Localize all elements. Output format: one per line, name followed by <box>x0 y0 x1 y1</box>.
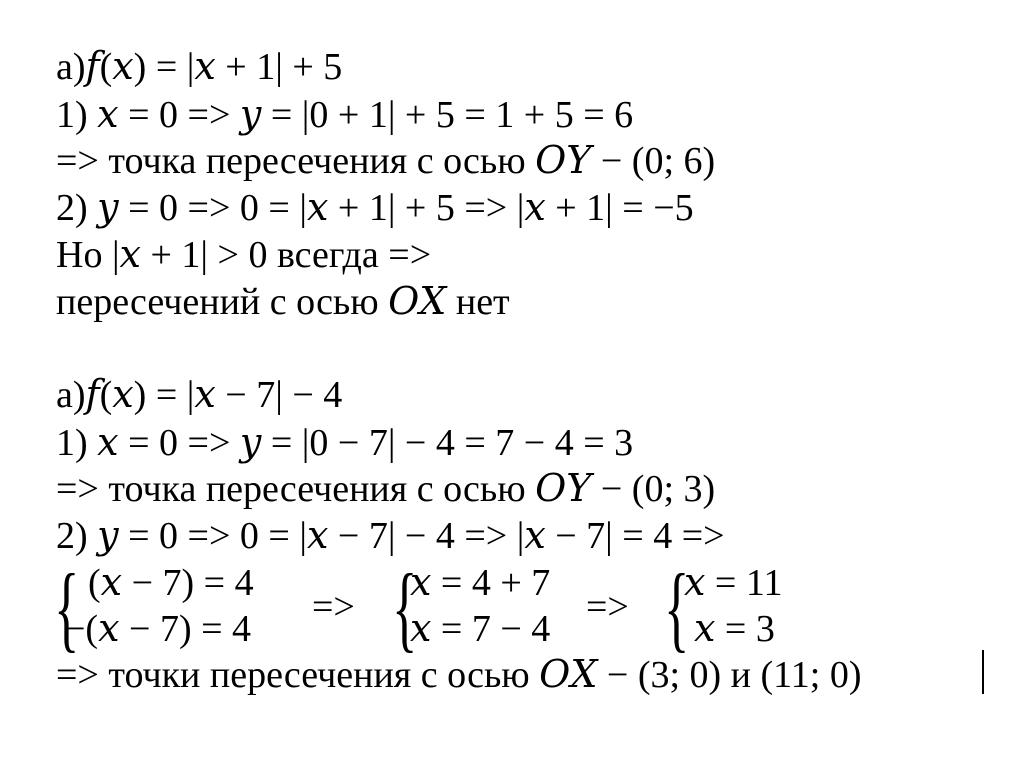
ox-intersection-line: => точки пересечения с осью 𝑂𝑋 − (3; 0) и (11; 0) <box>56 654 862 696</box>
system-1-eq-b: −(𝑥 − 7) = 4 <box>64 608 252 650</box>
system-3-eq-b: 𝑥 = 3 <box>694 608 775 650</box>
note-line: Но |𝑥 + 1| > 0 всегда => <box>56 234 432 276</box>
text-cursor <box>982 650 984 694</box>
system-2-eq-b: 𝑥 = 7 − 4 <box>410 608 551 650</box>
implies-arrow-1: => <box>312 586 355 628</box>
system-2-eq-a: 𝑥 = 4 + 7 <box>410 562 551 604</box>
oy-intersection-line: => точка пересечения с осью 𝑂𝑌 − (0; 6) <box>56 140 716 182</box>
step-2-line: 2) 𝑦 = 0 => 0 = |𝑥 − 7| − 4 => |𝑥 − 7| = 4 => <box>56 515 725 557</box>
oy-intersection-line: => точка пересечения с осью 𝑂𝑌 − (0; 3) <box>56 468 716 510</box>
system-1-eq-a: (𝑥 − 7) = 4 <box>88 562 254 604</box>
ox-intersection-line: пересечений с осью 𝑂𝑋 нет <box>56 281 510 323</box>
step-1-line: 1) 𝑥 = 0 => 𝑦 = |0 − 7| − 4 = 7 − 4 = 3 <box>56 422 634 464</box>
step-1-line: 1) 𝑥 = 0 => 𝑦 = |0 + 1| + 5 = 1 + 5 = 6 <box>56 94 634 136</box>
left-brace-3: { <box>664 554 690 661</box>
left-brace-1: { <box>54 554 80 661</box>
function-title-1: а)𝑓(𝑥) = |𝑥 + 1| + 5 <box>56 46 343 88</box>
implies-arrow-2: => <box>586 586 629 628</box>
function-title-2: а)𝑓(𝑥) = |𝑥 − 7| − 4 <box>56 374 343 416</box>
step-2-line: 2) 𝑦 = 0 => 0 = |𝑥 + 1| + 5 => |𝑥 + 1| = −5 <box>56 187 694 229</box>
left-brace-2: { <box>392 554 418 661</box>
system-3-eq-a: 𝑥 = 11 <box>684 562 783 604</box>
